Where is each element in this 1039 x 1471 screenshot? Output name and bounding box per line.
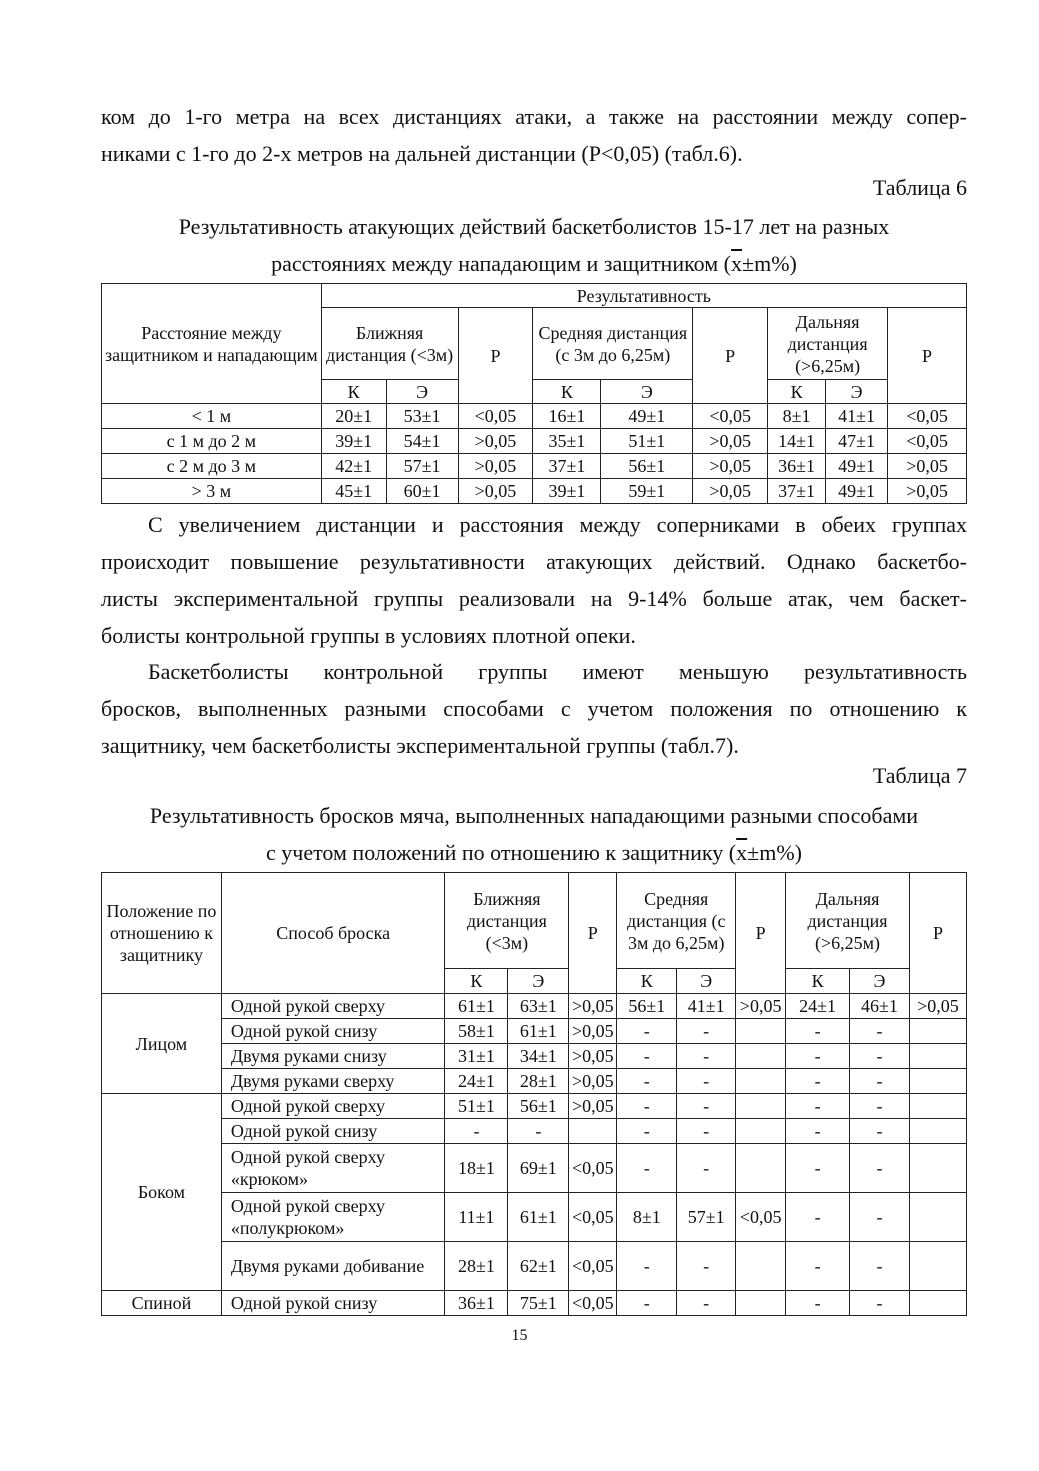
value-cell: <0,05	[736, 1193, 786, 1242]
value-cell: -	[850, 1193, 910, 1242]
header-k: К	[533, 380, 601, 404]
paragraph-line: листы экспериментальной группы реализовали на 9-14% больше атак, чем баскет-	[101, 586, 967, 611]
value-cell: 28±1	[508, 1069, 569, 1094]
value-cell: 14±1	[768, 429, 826, 454]
method-cell: Одной рукой сверху	[221, 994, 445, 1019]
header-p: Р	[888, 308, 967, 404]
position-cell: Спиной	[102, 1291, 222, 1316]
value-cell: 56±1	[601, 454, 693, 479]
method-cell: Одной рукой сверху	[221, 1094, 445, 1119]
value-cell: -	[786, 1069, 850, 1094]
value-cell: >0,05	[693, 479, 768, 504]
value-cell: 18±1	[445, 1144, 508, 1193]
title-text: ±m%)	[747, 840, 802, 865]
value-cell: 37±1	[768, 479, 826, 504]
value-cell: -	[850, 1291, 910, 1316]
value-cell: <0,05	[458, 404, 533, 429]
value-cell: 61±1	[508, 1019, 569, 1044]
value-cell: -	[786, 1291, 850, 1316]
paragraph-line: происходит повышение результативности атакующих действий. Однако баскетбо-	[101, 549, 967, 574]
page-number: 15	[511, 1327, 528, 1344]
value-cell: 53±1	[386, 404, 458, 429]
method-cell: Одной рукой снизу	[221, 1119, 445, 1144]
title-text: с учетом положений по отношению к защитнику (	[266, 840, 737, 865]
value-cell: 49±1	[826, 454, 888, 479]
value-cell	[909, 1044, 966, 1069]
method-cell: Одной рукой сверху «полукрюком»	[221, 1193, 445, 1242]
value-cell	[736, 1119, 786, 1144]
value-cell: 69±1	[508, 1144, 569, 1193]
value-cell: 8±1	[768, 404, 826, 429]
header-e: Э	[508, 969, 569, 994]
header-e: Э	[386, 380, 458, 404]
value-cell: 41±1	[677, 994, 736, 1019]
value-cell: 58±1	[445, 1019, 508, 1044]
value-cell	[909, 1291, 966, 1316]
value-cell: -	[617, 1119, 677, 1144]
header-k: К	[321, 380, 386, 404]
value-cell: 49±1	[826, 479, 888, 504]
table-row	[102, 994, 967, 1019]
paragraph-2	[101, 506, 967, 654]
header-p: Р	[569, 873, 617, 994]
value-cell	[909, 1069, 966, 1094]
table-row	[102, 1044, 967, 1069]
distance-cell: < 1 м	[102, 404, 322, 429]
paragraph-line: бросков, выполненных разными способами с учетом положения по отношению к	[101, 696, 967, 721]
value-cell: 59±1	[601, 479, 693, 504]
table6	[101, 283, 967, 504]
value-cell: 41±1	[826, 404, 888, 429]
value-cell: 56±1	[508, 1094, 569, 1119]
value-cell	[909, 1193, 966, 1242]
paragraph-line: защитнику, чем баскетболисты экспериментальной группы (табл.7).	[101, 733, 739, 758]
value-cell: -	[677, 1044, 736, 1069]
header-k: К	[768, 380, 826, 404]
header-far: Дальняя дистанция (>6,25м)	[786, 873, 910, 969]
mean-symbol: $\overline{x}$	[731, 251, 743, 276]
header-position: Положение по отношению к защитнику	[102, 873, 222, 994]
intro-paragraph	[101, 98, 967, 172]
value-cell: 51±1	[601, 429, 693, 454]
value-cell: 28±1	[445, 1242, 508, 1291]
value-cell: -	[786, 1094, 850, 1119]
value-cell: 24±1	[445, 1069, 508, 1094]
paragraph-line: С увеличением дистанции и расстояния между соперниками в обеих группах	[148, 512, 967, 537]
value-cell: -	[786, 1193, 850, 1242]
paragraph-line: болисты контрольной группы в условиях плотной опеки.	[101, 623, 636, 648]
value-cell: <0,05	[569, 1193, 617, 1242]
method-cell: Одной рукой сверху «крюком»	[221, 1144, 445, 1193]
table-row	[102, 479, 967, 504]
header-near: Ближняя дистанция (<3м)	[321, 308, 458, 380]
value-cell: -	[617, 1069, 677, 1094]
value-cell: >0,05	[569, 1094, 617, 1119]
value-cell: -	[786, 1019, 850, 1044]
table7-title-line1: Результативность бросков мяча, выполненных нападающими разными способами	[149, 803, 919, 828]
table-row	[102, 1119, 967, 1144]
value-cell: <0,05	[569, 1291, 617, 1316]
value-cell: >0,05	[458, 454, 533, 479]
value-cell: 39±1	[321, 429, 386, 454]
header-mid: Средняя дистанция (с 3м до 6,25м)	[617, 873, 736, 969]
header-p: Р	[458, 308, 533, 404]
table-row	[102, 1291, 967, 1316]
value-cell: >0,05	[569, 1044, 617, 1069]
value-cell: -	[677, 1094, 736, 1119]
value-cell: 11±1	[445, 1193, 508, 1242]
table-row	[102, 404, 967, 429]
table7	[101, 872, 967, 1316]
value-cell	[736, 1069, 786, 1094]
value-cell: 20±1	[321, 404, 386, 429]
value-cell: -	[617, 1044, 677, 1069]
table-row	[102, 1019, 967, 1044]
header-p: Р	[693, 308, 768, 404]
value-cell: 56±1	[617, 994, 677, 1019]
distance-cell: с 1 м до 2 м	[102, 429, 322, 454]
value-cell: 39±1	[533, 479, 601, 504]
table6-title-line1: Результативность атакующих действий баскетболистов 15-17 лет на разных	[178, 214, 890, 239]
value-cell: -	[850, 1044, 910, 1069]
table6-title	[101, 208, 967, 282]
table-row	[102, 1144, 967, 1193]
value-cell: -	[617, 1019, 677, 1044]
method-cell: Двумя руками сверху	[221, 1069, 445, 1094]
header-e: Э	[677, 969, 736, 994]
intro-line: никами с 1-го до 2-х метров на дальней дистанции (Р<0,05) (табл.6).	[101, 141, 743, 166]
value-cell: -	[677, 1144, 736, 1193]
value-cell: -	[677, 1242, 736, 1291]
value-cell: -	[850, 1144, 910, 1193]
value-cell: >0,05	[693, 429, 768, 454]
table6-title-line2	[101, 245, 967, 282]
value-cell: -	[677, 1019, 736, 1044]
value-cell: <0,05	[569, 1242, 617, 1291]
value-cell: >0,05	[888, 479, 967, 504]
value-cell: >0,05	[693, 454, 768, 479]
table7-label: Таблица 7	[872, 763, 967, 788]
mean-symbol: $\overline{x}$	[736, 840, 748, 865]
value-cell: -	[786, 1119, 850, 1144]
value-cell: -	[850, 1119, 910, 1144]
table-row	[102, 1242, 967, 1291]
header-near: Ближняя дистанция (<3м)	[445, 873, 569, 969]
table-row	[102, 1094, 967, 1119]
header-k: К	[617, 969, 677, 994]
header-mid: Средняя дистанция (с 3м до 6,25м)	[533, 308, 693, 380]
value-cell	[736, 1144, 786, 1193]
value-cell	[909, 1119, 966, 1144]
value-cell	[909, 1144, 966, 1193]
value-cell: -	[677, 1119, 736, 1144]
value-cell	[736, 1094, 786, 1119]
value-cell	[909, 1242, 966, 1291]
value-cell: <0,05	[888, 404, 967, 429]
value-cell: 45±1	[321, 479, 386, 504]
value-cell: >0,05	[888, 454, 967, 479]
table-row	[102, 454, 967, 479]
value-cell: 31±1	[445, 1044, 508, 1069]
value-cell: 42±1	[321, 454, 386, 479]
value-cell: 49±1	[601, 404, 693, 429]
intro-line: ком до 1-го метра на всех дистанциях атаки, а также на расстоянии между сопер-	[101, 104, 967, 129]
value-cell: <0,05	[888, 429, 967, 454]
header-method: Способ броска	[221, 873, 445, 994]
header-e: Э	[601, 380, 693, 404]
value-cell: -	[786, 1242, 850, 1291]
value-cell: <0,05	[569, 1144, 617, 1193]
value-cell: -	[850, 1019, 910, 1044]
value-cell: >0,05	[569, 1019, 617, 1044]
value-cell: -	[617, 1144, 677, 1193]
table-row	[102, 429, 967, 454]
value-cell: -	[677, 1069, 736, 1094]
position-cell: Боком	[102, 1094, 222, 1291]
value-cell: 57±1	[386, 454, 458, 479]
header-k: К	[445, 969, 508, 994]
value-cell: 60±1	[386, 479, 458, 504]
table-row	[102, 1069, 967, 1094]
value-cell	[736, 1044, 786, 1069]
table-row	[102, 1193, 967, 1242]
header-p: Р	[736, 873, 786, 994]
value-cell: 63±1	[508, 994, 569, 1019]
value-cell: -	[850, 1242, 910, 1291]
value-cell: 8±1	[617, 1193, 677, 1242]
value-cell: 51±1	[445, 1094, 508, 1119]
value-cell: 36±1	[768, 454, 826, 479]
method-cell: Одной рукой снизу	[221, 1291, 445, 1316]
value-cell	[909, 1094, 966, 1119]
value-cell: -	[850, 1069, 910, 1094]
value-cell	[736, 1019, 786, 1044]
value-cell: -	[786, 1044, 850, 1069]
value-cell: >0,05	[736, 994, 786, 1019]
method-cell: Двумя руками снизу	[221, 1044, 445, 1069]
table6-label: Таблица 6	[872, 175, 967, 200]
position-cell: Лицом	[102, 994, 222, 1094]
header-far: Дальняя дистанция (>6,25м)	[768, 308, 888, 380]
value-cell: -	[677, 1291, 736, 1316]
value-cell: -	[617, 1242, 677, 1291]
value-cell: <0,05	[693, 404, 768, 429]
value-cell: 54±1	[386, 429, 458, 454]
value-cell: 47±1	[826, 429, 888, 454]
title-text: расстояниях между нападающим и защитником (	[271, 251, 732, 276]
value-cell: 36±1	[445, 1291, 508, 1316]
value-cell: 37±1	[533, 454, 601, 479]
value-cell: >0,05	[909, 994, 966, 1019]
distance-cell: > 3 м	[102, 479, 322, 504]
value-cell: 62±1	[508, 1242, 569, 1291]
header-distance: Расстояние между защитником и нападающим	[102, 284, 322, 404]
value-cell: 24±1	[786, 994, 850, 1019]
value-cell: -	[445, 1119, 508, 1144]
value-cell: >0,05	[458, 429, 533, 454]
table7-title-line2	[101, 834, 967, 871]
value-cell: 75±1	[508, 1291, 569, 1316]
table7-title	[101, 797, 967, 871]
value-cell: -	[617, 1291, 677, 1316]
method-cell: Двумя руками добивание	[221, 1242, 445, 1291]
title-text: ±m%)	[742, 251, 797, 276]
value-cell: >0,05	[569, 994, 617, 1019]
distance-cell: с 2 м до 3 м	[102, 454, 322, 479]
value-cell: 16±1	[533, 404, 601, 429]
paragraph-3	[101, 653, 967, 764]
value-cell: 61±1	[445, 994, 508, 1019]
value-cell: 57±1	[677, 1193, 736, 1242]
header-p: Р	[909, 873, 966, 994]
value-cell: >0,05	[458, 479, 533, 504]
header-e: Э	[826, 380, 888, 404]
value-cell: 35±1	[533, 429, 601, 454]
value-cell	[736, 1242, 786, 1291]
value-cell: -	[508, 1119, 569, 1144]
value-cell: 61±1	[508, 1193, 569, 1242]
header-e: Э	[850, 969, 910, 994]
header-result: Результативность	[321, 284, 966, 308]
value-cell	[569, 1119, 617, 1144]
value-cell: -	[617, 1094, 677, 1119]
value-cell: -	[850, 1094, 910, 1119]
value-cell: -	[786, 1144, 850, 1193]
value-cell: >0,05	[569, 1069, 617, 1094]
value-cell: 34±1	[508, 1044, 569, 1069]
paragraph-line: Баскетболисты контрольной группы имеют меньшую результативность	[148, 659, 967, 684]
value-cell	[736, 1291, 786, 1316]
value-cell: 46±1	[850, 994, 910, 1019]
method-cell: Одной рукой снизу	[221, 1019, 445, 1044]
value-cell	[909, 1019, 966, 1044]
header-k: К	[786, 969, 850, 994]
